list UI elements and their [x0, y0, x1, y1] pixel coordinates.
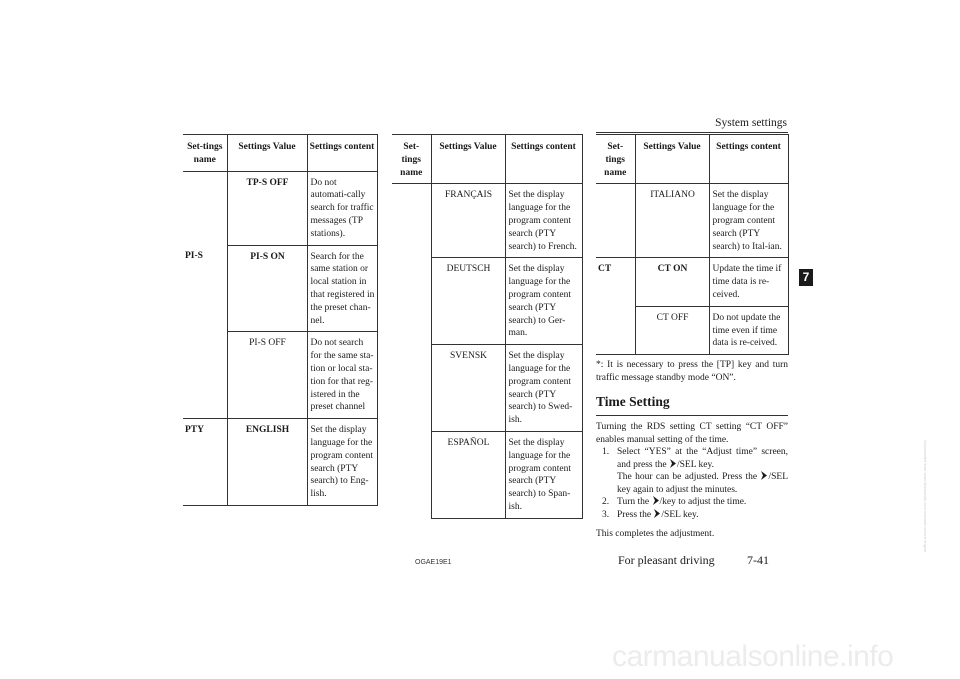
- setting-value: PI-S OFF: [227, 332, 307, 419]
- header-settings-content: Settings content: [307, 135, 377, 172]
- setting-name: [183, 171, 227, 245]
- step-text: /SEL key.: [676, 459, 715, 470]
- header-rule: [596, 132, 788, 133]
- setting-content: Do not automati-cally search for traffic messages (TP stations).: [307, 171, 377, 245]
- step-text: /SEL key.: [661, 509, 699, 520]
- settings-table-1: [183, 134, 378, 506]
- step-number: 3.: [602, 509, 610, 520]
- settings-table-3: [596, 134, 789, 355]
- side-watermark: Downloaded from www.Manualslib.com manuals search engine: [923, 440, 928, 553]
- setting-value: PI-S ON: [227, 245, 307, 332]
- step-text: Press the: [617, 509, 654, 520]
- setting-value: ITALIANO: [635, 184, 709, 258]
- arrow-right-key-icon: [652, 496, 660, 505]
- running-header: System settings: [715, 117, 787, 129]
- header-settings-value: Settings Value: [227, 135, 307, 172]
- setting-name: [596, 306, 635, 354]
- table-row: [596, 258, 788, 306]
- step-list: [596, 446, 788, 522]
- header-settings-content: Settings content: [709, 135, 788, 184]
- step-number: 2.: [602, 497, 610, 508]
- header-settings-name: Set-tings name: [392, 135, 431, 184]
- setting-name: PI-S: [183, 245, 227, 332]
- list-item: [596, 446, 788, 471]
- setting-name: [183, 332, 227, 419]
- table-row: [183, 419, 377, 506]
- header-settings-value: Settings Value: [431, 135, 505, 184]
- setting-name: CT: [596, 258, 635, 306]
- setting-name: PTY: [183, 419, 227, 506]
- list-item: [596, 471, 788, 496]
- header-settings-content: Settings content: [505, 135, 582, 184]
- arrow-right-key-icon: [669, 459, 677, 468]
- step-text: /key to adjust the time.: [659, 497, 747, 508]
- table-row: [596, 306, 788, 354]
- setting-content: Do not update the time even if time data is re-ceived.: [709, 306, 788, 354]
- closing-text: This completes the adjustment.: [596, 529, 715, 539]
- setting-name-cell: [392, 184, 431, 518]
- setting-content: Set the display language for the program content search (PTY search) to Eng-lish.: [307, 419, 377, 506]
- setting-content: Do not search for the same sta-tion or local sta-tion for that reg-istered in the preset channel: [307, 332, 377, 419]
- header-settings-name: Set-tings name: [596, 135, 635, 184]
- table-row: [596, 184, 788, 258]
- setting-value: TP-S OFF: [227, 171, 307, 245]
- setting-value: ENGLISH: [227, 419, 307, 506]
- step-text: The hour can be adjusted. Press the: [617, 472, 761, 483]
- setting-value: ESPAÑOL: [431, 431, 505, 518]
- list-item: [596, 509, 788, 522]
- header-settings-name: Set-tings name: [183, 135, 227, 172]
- header-settings-value: Settings Value: [635, 135, 709, 184]
- step-text: Select “YES” at the “Adjust time” screen, and press the: [617, 447, 788, 470]
- chapter-tab: 7: [799, 269, 813, 286]
- step-number: 1.: [602, 447, 610, 457]
- table-row: [183, 245, 377, 332]
- step-text: Turn the: [617, 497, 652, 508]
- list-item: [596, 496, 788, 509]
- setting-value: FRANÇAIS: [431, 184, 505, 258]
- footer-code: OGAE19E1: [415, 559, 452, 566]
- table-row: [183, 171, 377, 245]
- setting-value: DEUTSCH: [431, 258, 505, 345]
- watermark: carmanualsonline.info: [612, 640, 894, 673]
- setting-value: SVENSK: [431, 345, 505, 432]
- step-text: /SEL key again to adjust the minutes.: [617, 472, 788, 495]
- intro-paragraph: Turning the RDS setting CT setting “CT OFF” enables manual setting of the time.: [596, 422, 788, 445]
- setting-value: CT OFF: [635, 306, 709, 354]
- footer-section-title: For pleasant driving: [618, 553, 715, 567]
- setting-content: Set the display language for the program content search (PTY search) to French.: [505, 184, 582, 258]
- setting-name: [596, 184, 635, 258]
- page-number: 7-41: [747, 553, 769, 567]
- setting-content: Set the display language for the program content search (PTY search) to Span-ish.: [505, 431, 582, 518]
- setting-content: Update the time if time data is re-ceived.: [709, 258, 788, 306]
- table-row: [392, 184, 582, 258]
- setting-content: Set the display language for the program content search (PTY search) to Ger-man.: [505, 258, 582, 345]
- section-title: Time Setting: [596, 394, 788, 416]
- table-row: [183, 332, 377, 419]
- settings-table-2: [392, 134, 583, 519]
- setting-content: Search for the same station or local station in that registered in the preset chan-nel.: [307, 245, 377, 332]
- setting-content: Set the display language for the program content search (PTY search) to Ital-ian.: [709, 184, 788, 258]
- setting-value: CT ON: [635, 258, 709, 306]
- footnote: *: It is necessary to press the [TP] key and turn traffic message standby mode “ON”.: [596, 360, 788, 383]
- setting-content: Set the display language for the program content search (PTY search) to Swed-ish.: [505, 345, 582, 432]
